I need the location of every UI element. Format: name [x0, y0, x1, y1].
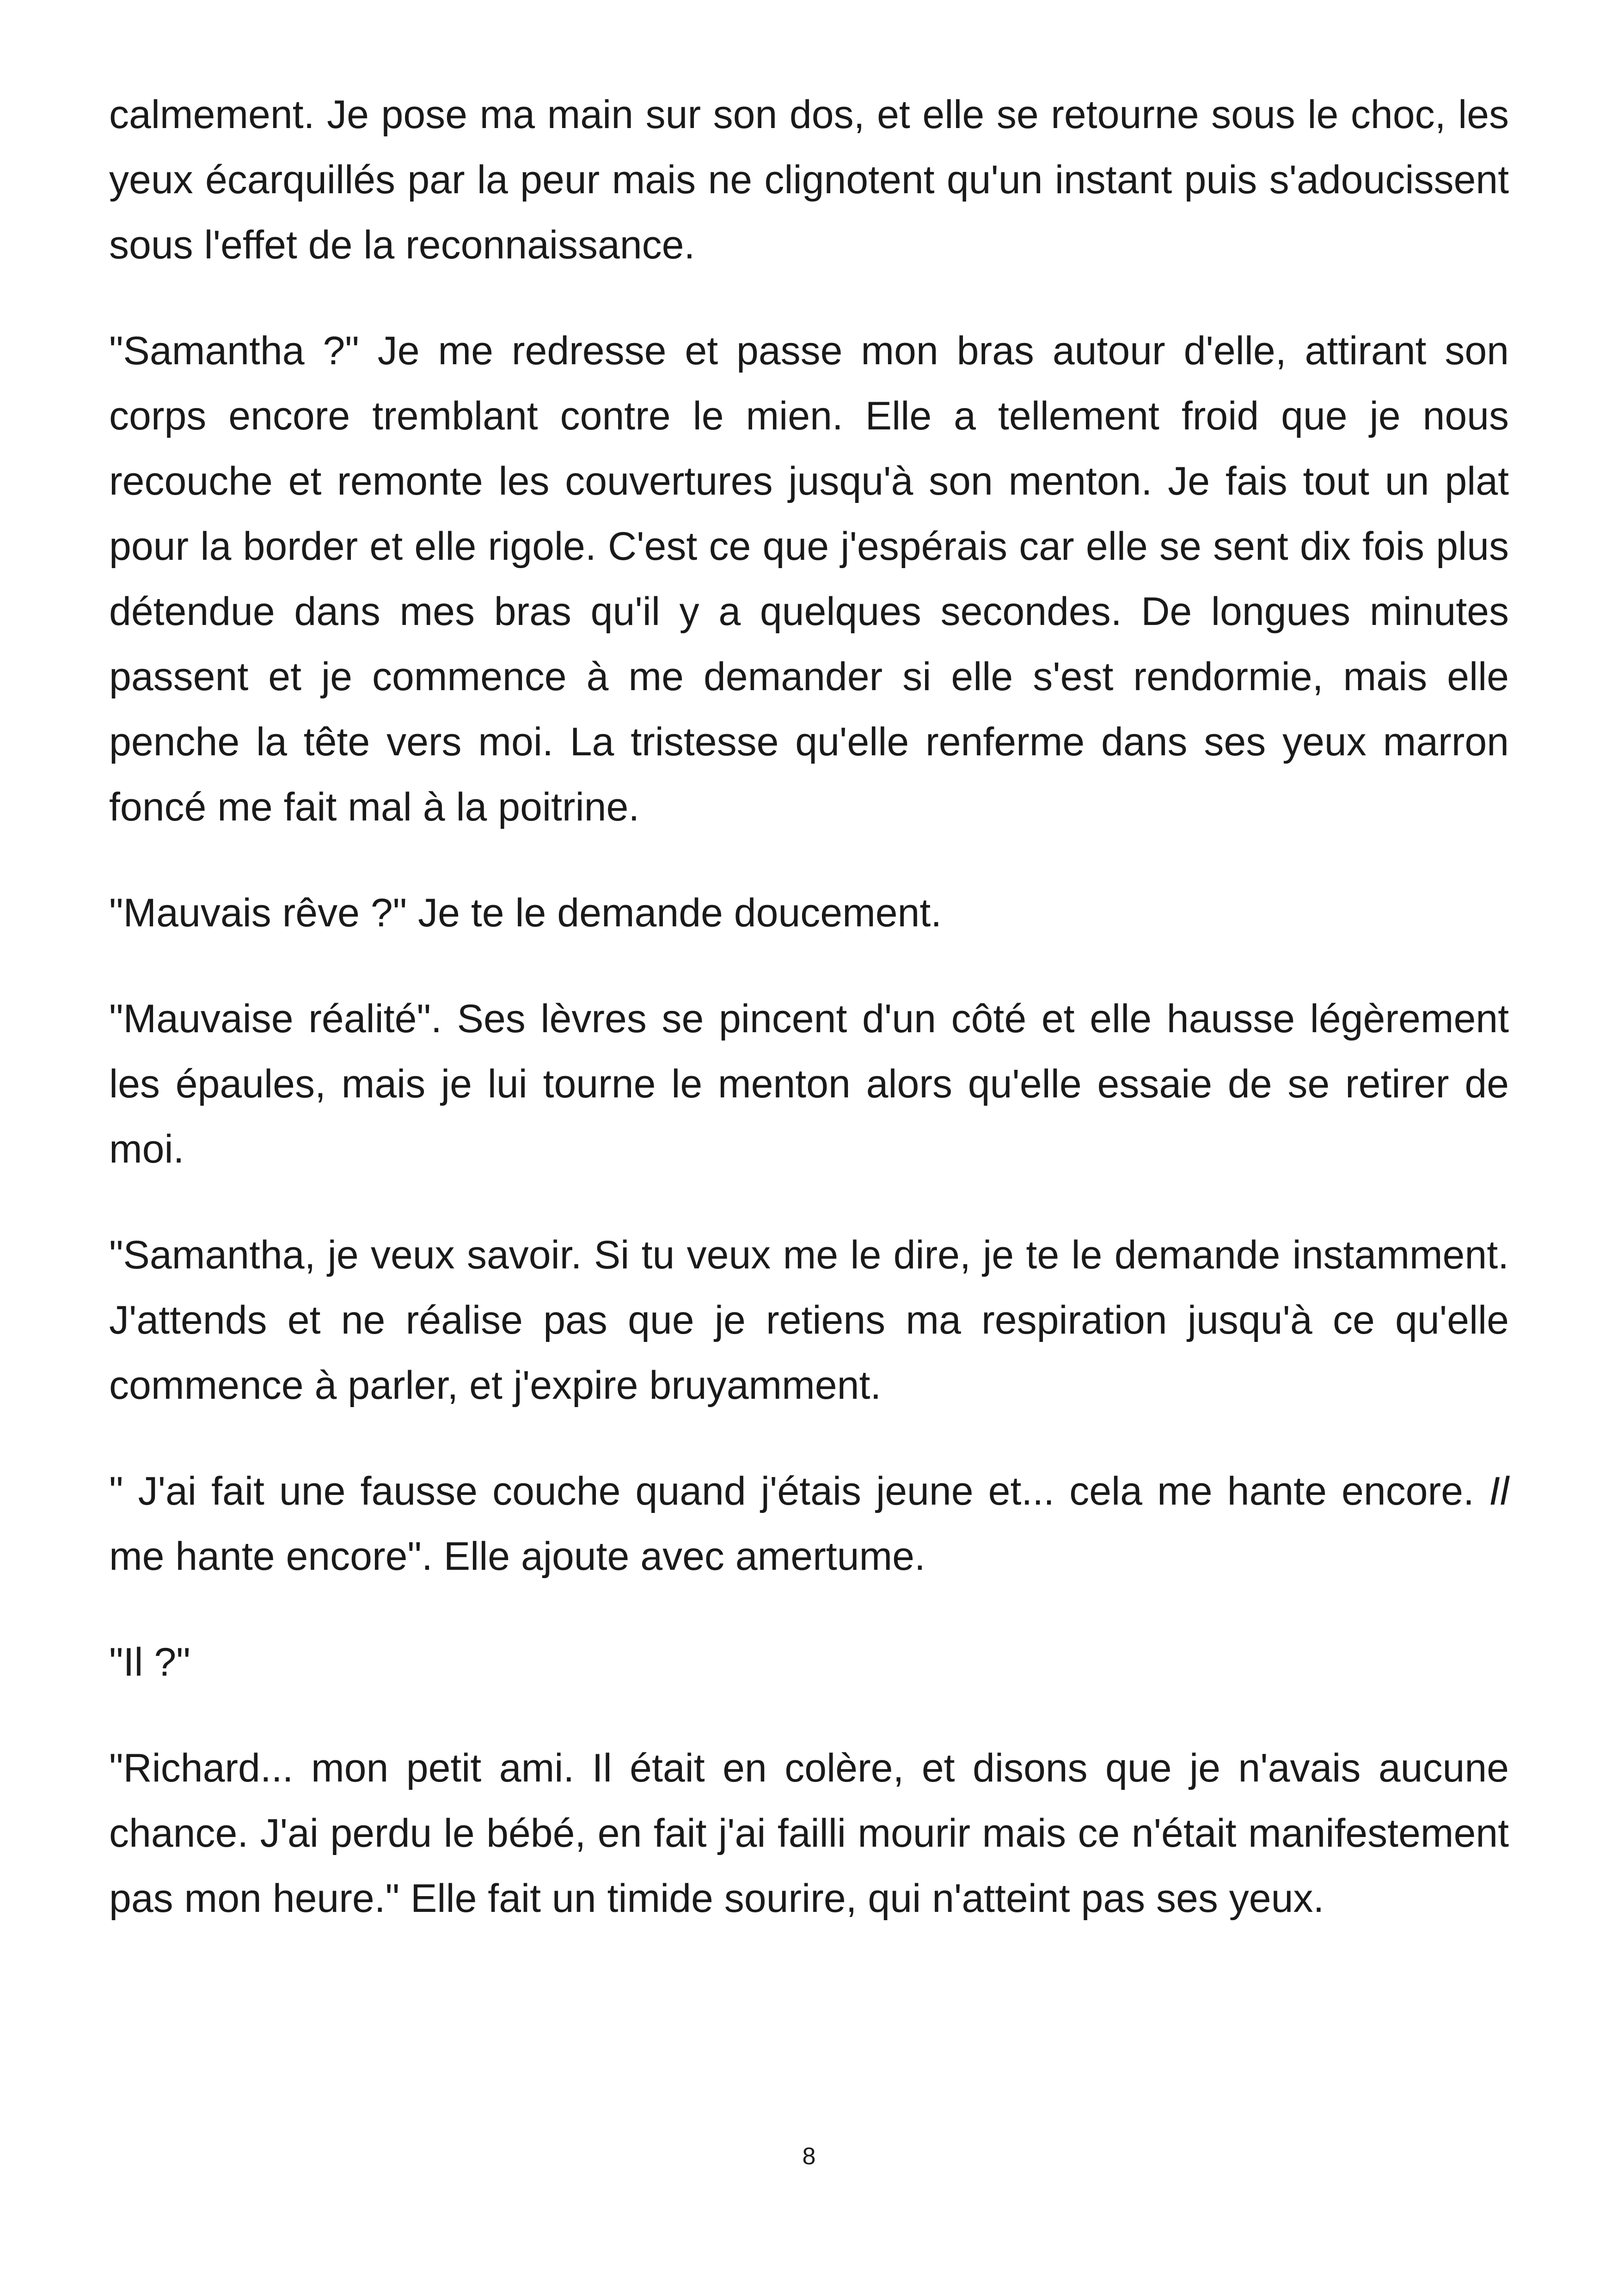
paragraph-1: calmement. Je pose ma main sur son dos, et elle se retourne sous le choc, les yeux écarquillés par la peur mais ne clignotent qu'un instant puis s'adoucissent sous l'effet de la reconnaissance. — [109, 92, 1509, 267]
paragraph-6-text-end: me hante encore". Elle ajoute avec amertume. — [109, 1534, 925, 1579]
page-number: 8 — [802, 2143, 816, 2170]
paragraph-6 — [109, 1459, 1509, 1589]
paragraph-2: "Samantha ?" Je me redresse et passe mon bras autour d'elle, attirant son corps encore tremblant contre le mien. Elle a tellement froid que je nous recouche et remonte les couvertures jusqu'à son menton. Je fais tout un plat pour la border et elle rigole. C'est ce que j'espérais car elle se sent dix fois plus détendue dans mes bras qu'il y a quelques secondes. De longues minutes passent et je commence à me demander si elle s'est rendormie, mais elle penche la tête vers moi. La tristesse qu'elle renferme dans ses yeux marron foncé me fait mal à la poitrine. — [109, 329, 1509, 829]
body-text — [109, 82, 1509, 1931]
paragraph-6-text-start: " J'ai fait une fausse couche quand j'étais jeune et... cela me hante encore. — [109, 1469, 1489, 1513]
paragraph-6-italic-word: Il — [1489, 1469, 1509, 1513]
paragraph-7: "Il ?" — [109, 1640, 190, 1684]
paragraph-3: "Mauvais rêve ?" Je te le demande doucement. — [109, 891, 942, 935]
paragraph-8: "Richard... mon petit ami. Il était en colère, et disons que je n'avais aucune chance. J'ai perdu le bébé, en fait j'ai failli mourir mais ce n'était manifestement pas mon heure." Elle fait un timide sourire, qui n'atteint pas ses yeux. — [109, 1746, 1509, 1921]
paragraph-4: "Mauvaise réalité". Ses lèvres se pincent d'un côté et elle hausse légèrement les épaules, mais je lui tourne le menton alors qu'elle essaie de se retirer de moi. — [109, 997, 1509, 1171]
paragraph-5: "Samantha, je veux savoir. Si tu veux me le dire, je te le demande instamment. J'attends et ne réalise pas que je retiens ma respiration jusqu'à ce qu'elle commence à parler, et j'expire bruyamment. — [109, 1233, 1509, 1408]
